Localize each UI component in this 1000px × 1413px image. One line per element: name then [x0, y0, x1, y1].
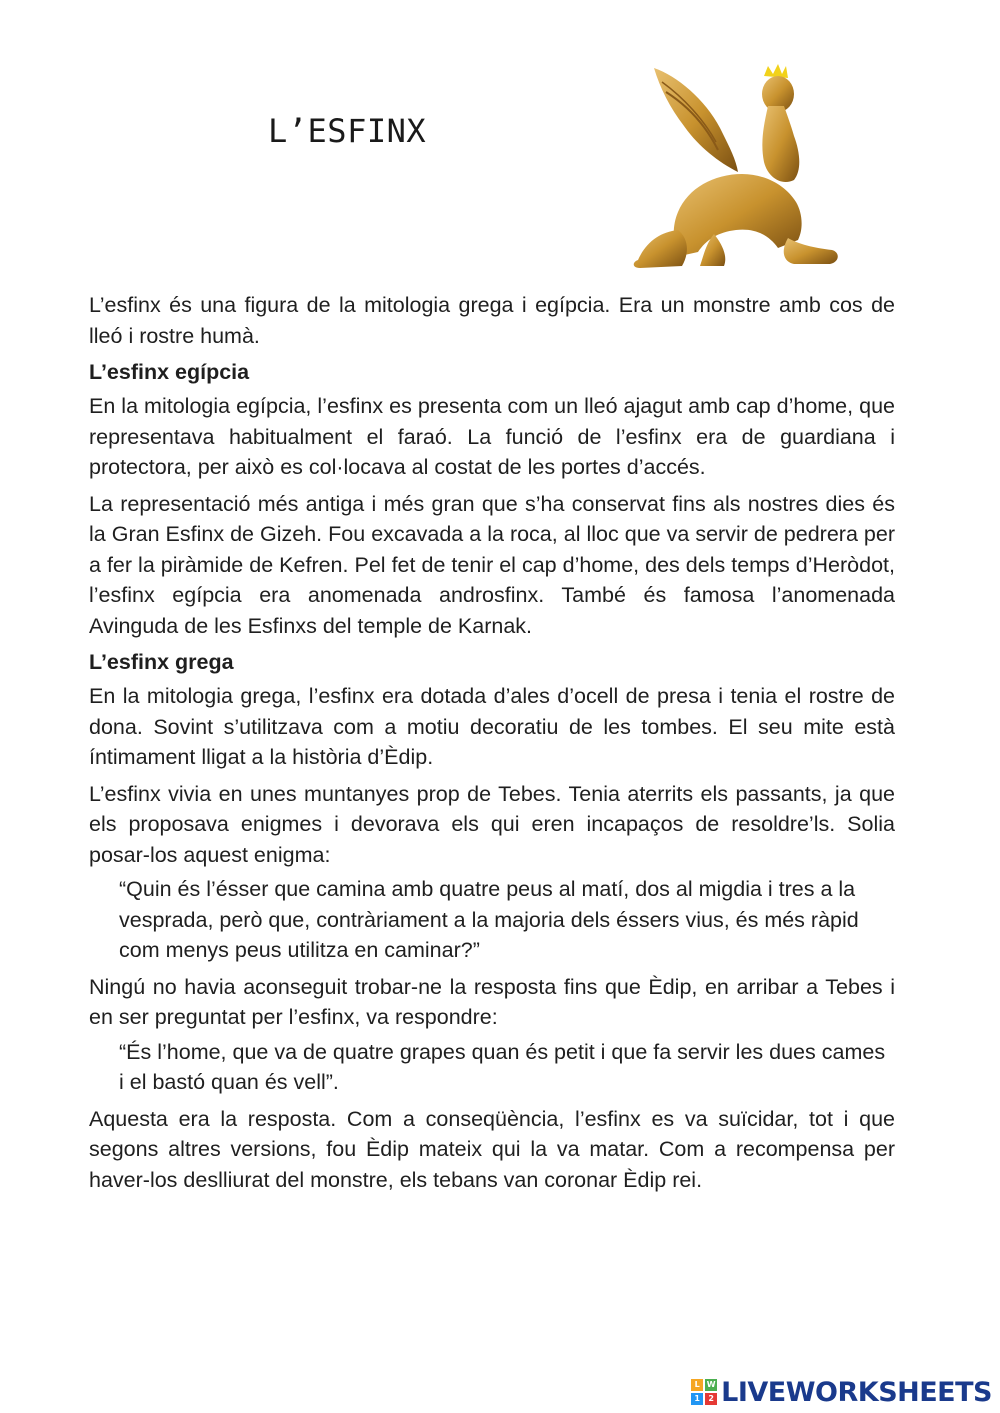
- greece-paragraph-2: L’esfinx vivia en unes muntanyes prop de Tebes. Tenia aterrits els passants, ja que els proposava enigmes i devorava els qui eren incapaços de resoldre’ls. Solia posar-los aquest enigma:: [89, 781, 895, 867]
- liveworksheets-brand-text: LIVEWORKSHEETS: [721, 1376, 992, 1408]
- badge-cell: W: [706, 1380, 716, 1389]
- badge-cell: 1: [691, 1393, 703, 1405]
- page-title: L’ESFINX: [268, 112, 427, 150]
- greece-paragraph-4: Aquesta era la resposta. Com a conseqüència, l’esfinx es va suïcidar, tot i que segons altres versions, fou Èdip mateix qui la va matar. Com a recompensa per haver-los deslliurat del monstre, els tebans van coronar Èdip rei.: [89, 1106, 895, 1192]
- sphinx-statue-image: [618, 62, 850, 274]
- liveworksheets-badge-icon: [691, 1379, 717, 1405]
- badge-cell: L: [691, 1379, 703, 1391]
- egypt-paragraph-1: En la mitologia egípcia, l’esfinx es presenta com un lleó ajagut amb cap d’home, que representava habitualment el faraó. La funció de l’esfinx era de guardiana i protectora, per això es col·locava al costat de les portes d’accés.: [89, 394, 895, 479]
- intro-paragraph: L’esfinx és una figura de la mitologia grega i egípcia. Era un monstre amb cos de lleó i rostre humà.: [89, 293, 895, 348]
- greece-paragraph-1: En la mitologia grega, l’esfinx era dotada d’ales d’ocell de presa i tenia el rostre de dona. Sovint s’utilitzava com a motiu decoratiu de les tombes. El seu mite està íntimament lligat a la història d’Èdip.: [89, 684, 895, 769]
- liveworksheets-logo[interactable]: [691, 1375, 992, 1409]
- section-heading-greece: L’esfinx grega: [89, 650, 234, 674]
- egypt-paragraph-2: La representació més antiga i més gran que s’ha conservat fins als nostres dies és la Gran Esfinx de Gizeh. Fou excavada a la roca, al lloc que va servir de pedrera per a fer la piràmide de Kefren. Pel fet de tenir el cap d’home, des dels temps d’Heròdot, l’esfinx egípcia era anomenada androsfinx. També és famosa l’anomenada Avinguda de les Esfinxs del temple de Karnak.: [89, 491, 895, 638]
- article-body: [89, 290, 895, 1195]
- riddle-quote: “Quin és l’ésser que camina amb quatre peus al matí, dos al migdia i tres a la vesprada, però que, contràriament a la majoria dels éssers vius, és més ràpid com menys peus utilitza en caminar?”: [119, 877, 859, 962]
- answer-quote: “És l’home, que va de quatre grapes quan és petit i que fa servir les dues cames i el bastó quan és vell”.: [119, 1039, 886, 1094]
- section-heading-egypt: L’esfinx egípcia: [89, 360, 250, 384]
- greece-paragraph-3: Ningú no havia aconseguit trobar-ne la resposta fins que Èdip, en arribar a Tebes i en ser preguntat per l’esfinx, va respondre:: [89, 974, 895, 1029]
- badge-cell: 2: [705, 1393, 717, 1405]
